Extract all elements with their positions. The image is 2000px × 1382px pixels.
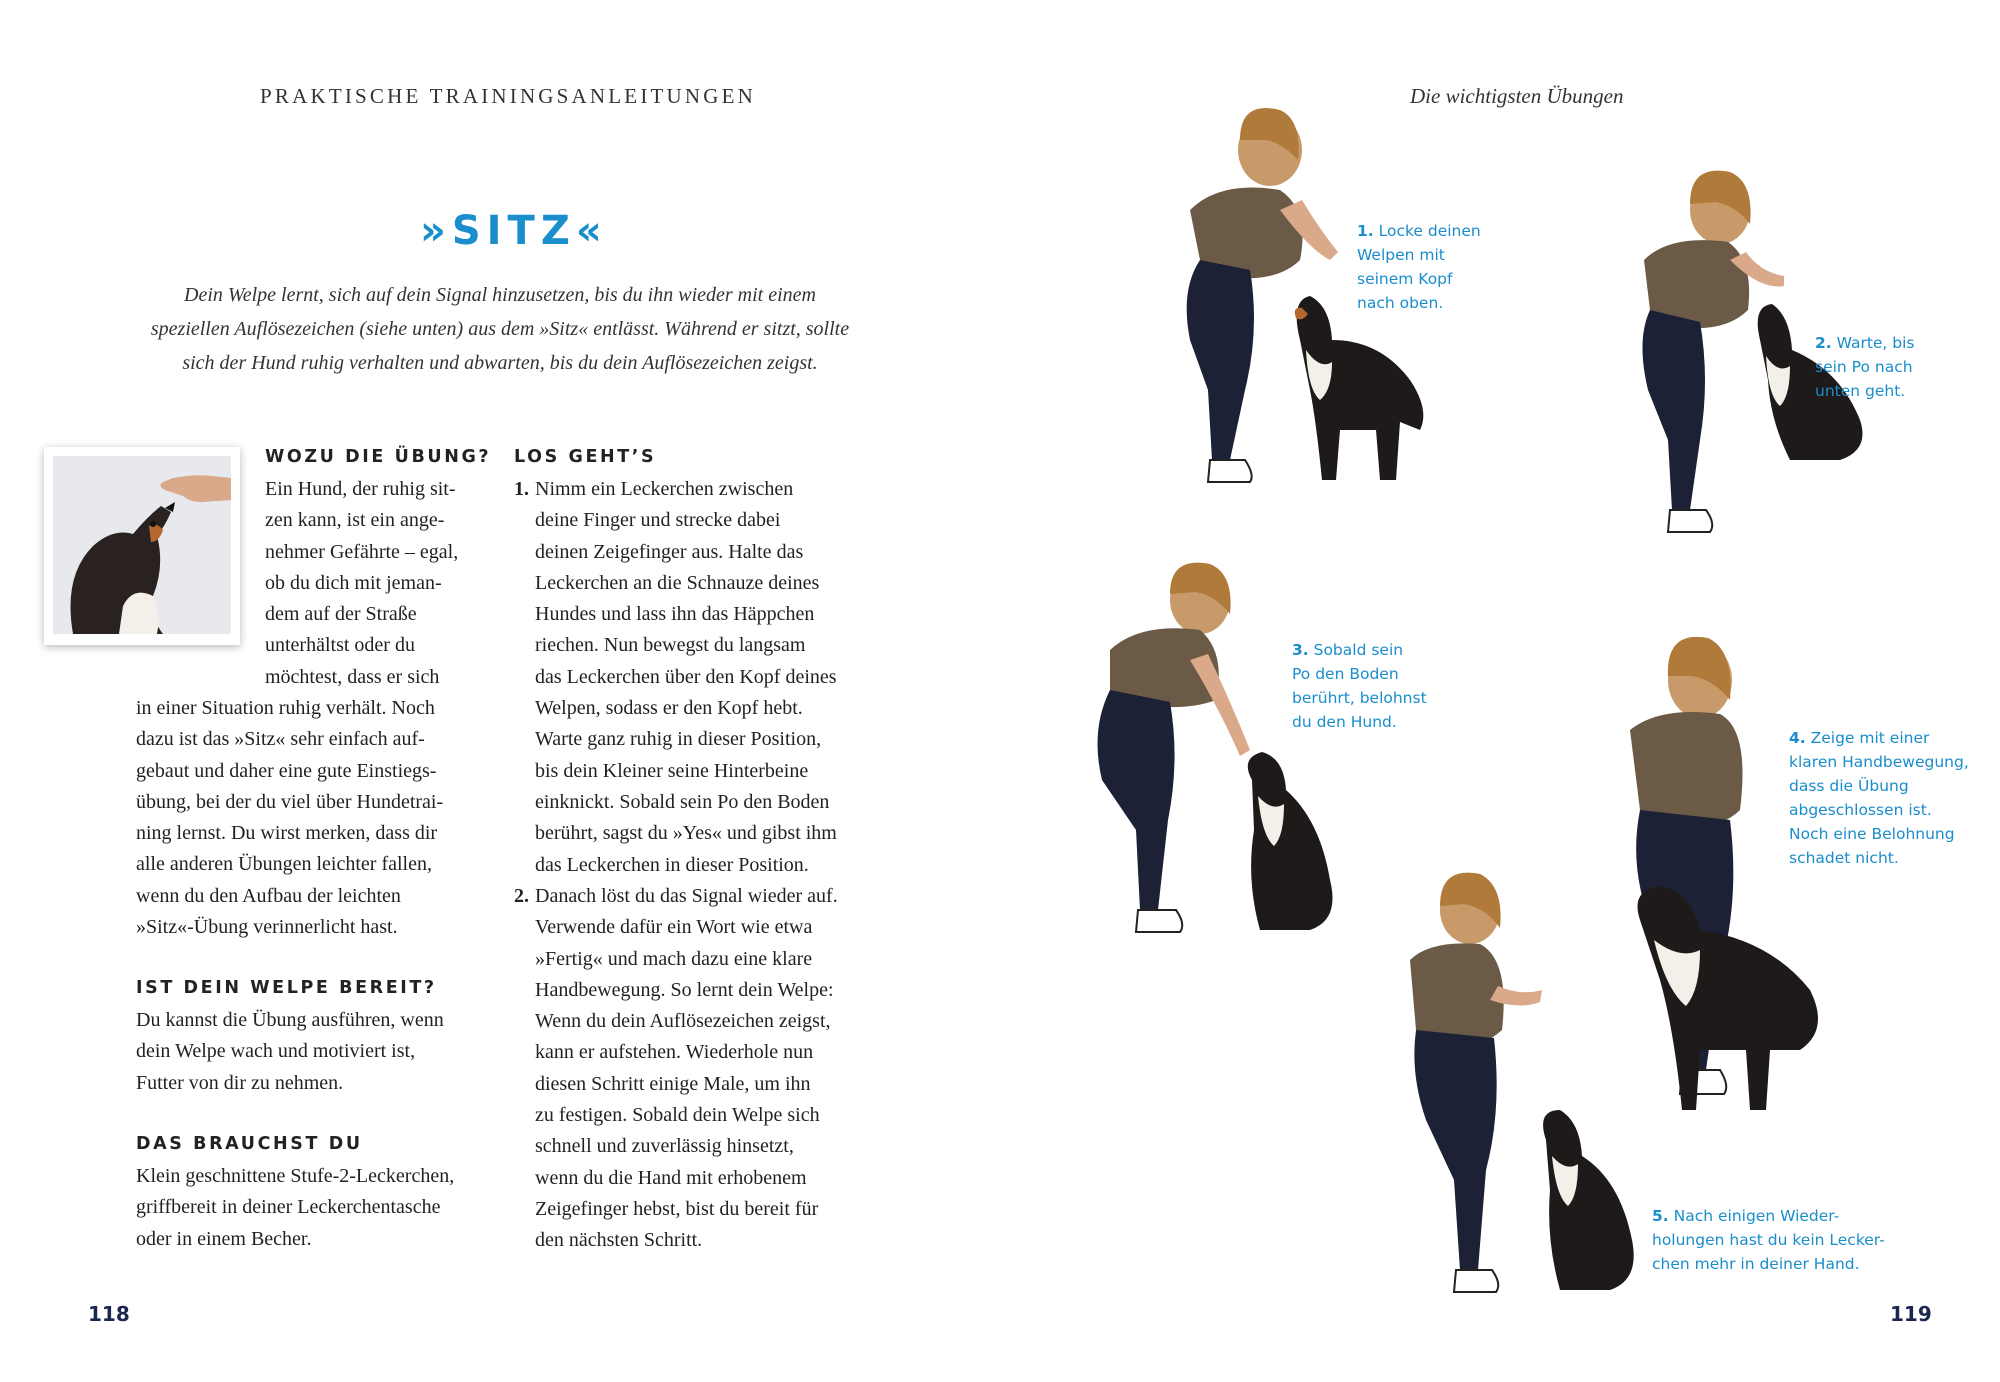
- body-line: Du kannst die Übung ausführen, wenn: [136, 1009, 444, 1031]
- caption-number: 3.: [1292, 641, 1309, 659]
- body-line: oder in einem Becher.: [136, 1227, 312, 1250]
- body-line: unterhältst oder du: [265, 634, 415, 657]
- body-line: »Sitz«-Übung verinnerlicht hast.: [136, 916, 398, 939]
- body-line: dazu ist das »Sitz« sehr einfach auf-: [136, 728, 425, 751]
- body-line: Warte ganz ruhig in dieser Position,: [535, 728, 822, 751]
- body-line: griffbereit in deiner Leckerchentasche: [136, 1196, 441, 1219]
- body-line: diesen Schritt einige Male, um ihn: [535, 1072, 811, 1095]
- caption-number: 5.: [1652, 1207, 1669, 1225]
- intro-paragraph: [150, 278, 850, 380]
- body-line: zen kann, ist ein ange-: [265, 509, 445, 532]
- caption-line: Noch eine Belohnung: [1789, 825, 1955, 843]
- running-head-left: PRAKTISCHE TRAININGSANLEITUNGEN: [260, 84, 757, 108]
- caption-line: dass die Übung: [1789, 777, 1909, 795]
- body-line: Futter von dir zu nehmen.: [136, 1071, 344, 1094]
- body-line: »Fertig« und mach dazu eine klare: [535, 947, 813, 970]
- body-line: übung, bei der du viel über Hundetrai-: [136, 790, 444, 813]
- body-line: wenn du die Hand mit erhobenem: [535, 1166, 807, 1189]
- caption-line: Po den Boden: [1292, 665, 1399, 683]
- caption-line: Locke deinen: [1373, 222, 1481, 240]
- body-line: dem auf der Straße: [265, 603, 417, 626]
- body-line: zu festigen. Sobald dein Welpe sich: [535, 1104, 820, 1127]
- body-line: bis dein Kleiner seine Hinterbeine: [535, 759, 809, 782]
- caption-line: seinem Kopf: [1357, 270, 1453, 288]
- caption-number: 4.: [1789, 729, 1806, 747]
- body-line: kann er aufstehen. Wiederhole nun: [535, 1041, 814, 1064]
- body-line: gebaut und daher eine gute Einstiegs-: [136, 759, 437, 782]
- caption-line: klaren Handbewegung,: [1789, 753, 1969, 771]
- caption-line: abgeschlossen ist.: [1789, 801, 1932, 819]
- caption-line: sein Po nach: [1815, 358, 1913, 376]
- body-line: Wenn du dein Auflösezeichen zeigst,: [535, 1010, 831, 1033]
- caption-line: holungen hast du kein Lecker-: [1652, 1231, 1885, 1249]
- caption-line: berührt, belohnst: [1292, 689, 1427, 707]
- caption-line: schadet nicht.: [1789, 849, 1899, 867]
- caption-line: Welpen mit: [1357, 246, 1445, 264]
- caption-step-4: [1789, 726, 1969, 870]
- bereit-text: [136, 1005, 444, 1099]
- body-line: Leckerchen an die Schnauze deines: [535, 571, 820, 594]
- caption-number: 1.: [1357, 222, 1374, 240]
- photo-step-5: [1370, 860, 1700, 1320]
- wozu-text-wide: [136, 693, 443, 943]
- body-line: ob du dich mit jeman-: [265, 571, 442, 594]
- caption-line: Warte, bis: [1831, 334, 1915, 352]
- body-line: berührt, sagst du »Yes« und gibst ihm: [535, 822, 837, 845]
- intro-line: speziellen Auflösezeichen (siehe unten) aus dem »Sitz« entlässt. Während er sitzt, sollte: [150, 318, 850, 340]
- caption-line: du den Hund.: [1292, 713, 1397, 731]
- caption-line: Sobald sein: [1308, 641, 1404, 659]
- body-line: Hundes und lass ihn das Häppchen: [535, 603, 815, 626]
- body-line: riechen. Nun bewegst du langsam: [535, 634, 806, 657]
- running-head-right: Die wichtigsten Übungen: [1410, 84, 1624, 108]
- body-line: einknickt. Sobald sein Po den Boden: [535, 790, 830, 813]
- body-line: alle anderen Übungen leichter fallen,: [136, 853, 432, 876]
- body-line: Verwende dafür ein Wort wie etwa: [535, 916, 813, 939]
- step-2-text: [535, 881, 838, 1257]
- body-line: Zeigefinger hebst, bist du bereit für: [535, 1197, 819, 1220]
- page-number-left: 118: [88, 1302, 130, 1326]
- caption-step-5: [1652, 1204, 1885, 1276]
- body-line: dein Welpe wach und motiviert ist,: [136, 1040, 416, 1063]
- body-line: das Leckerchen über den Kopf deines: [535, 665, 837, 688]
- body-line: Nimm ein Leckerchen zwischen: [535, 478, 794, 500]
- step-1-text: [535, 474, 837, 881]
- body-line: den nächsten Schritt.: [535, 1229, 703, 1252]
- section-heading-bereit: IST DEIN WELPE BEREIT?: [136, 978, 437, 998]
- body-line: das Leckerchen in dieser Position.: [535, 853, 809, 876]
- body-line: Danach löst du das Signal wieder auf.: [535, 885, 838, 907]
- body-line: Ein Hund, der ruhig sit-: [265, 478, 456, 500]
- caption-line: Zeige mit einer: [1805, 729, 1930, 747]
- caption-step-3: [1292, 638, 1427, 734]
- section-heading-wozu: WOZU DIE ÜBUNG?: [265, 447, 492, 467]
- body-line: ning lernst. Du wirst merken, dass dir: [136, 822, 438, 845]
- intro-line: Dein Welpe lernt, sich auf dein Signal hinzusetzen, bis du ihn wieder mit einem: [184, 284, 816, 306]
- body-line: in einer Situation ruhig verhält. Noch: [136, 697, 435, 719]
- body-line: deine Finger und strecke dabei: [535, 509, 781, 532]
- caption-number: 2.: [1815, 334, 1832, 352]
- caption-step-1: [1357, 219, 1481, 315]
- page-number-right: 119: [1890, 1302, 1932, 1326]
- wozu-text-narrow: [265, 474, 458, 693]
- body-line: wenn du den Aufbau der leichten: [136, 884, 401, 907]
- intro-line: sich der Hund ruhig verhalten und abwarten, bis du dein Auflösezeichen zeigst.: [182, 352, 818, 374]
- page-title: »SITZ«: [420, 208, 608, 254]
- body-line: deinen Zeigefinger aus. Halte das: [535, 540, 804, 563]
- section-heading-brauchst: DAS BRAUCHST DU: [136, 1134, 363, 1154]
- dog-looking-up-photo: [53, 456, 231, 634]
- step-number-1: 1.: [514, 478, 529, 500]
- caption-line: chen mehr in deiner Hand.: [1652, 1255, 1860, 1273]
- caption-step-2: [1815, 331, 1915, 403]
- step-number-2: 2.: [514, 885, 529, 907]
- caption-line: unten geht.: [1815, 382, 1906, 400]
- body-line: möchtest, dass er sich: [265, 665, 440, 688]
- body-line: Welpen, sodass er den Kopf hebt.: [535, 697, 803, 720]
- brauchst-text: [136, 1161, 454, 1255]
- section-heading-los: LOS GEHT’S: [514, 447, 657, 467]
- caption-line: nach oben.: [1357, 294, 1444, 312]
- thumbnail-photo: [44, 447, 240, 645]
- body-line: Klein geschnittene Stufe-2-Leckerchen,: [136, 1165, 455, 1187]
- body-line: schnell und zuverlässig hinsetzt,: [535, 1135, 794, 1158]
- body-line: nehmer Gefährte – egal,: [265, 540, 459, 563]
- caption-line: Nach einigen Wieder-: [1668, 1207, 1840, 1225]
- body-line: Handbewegung. So lernt dein Welpe:: [535, 978, 834, 1001]
